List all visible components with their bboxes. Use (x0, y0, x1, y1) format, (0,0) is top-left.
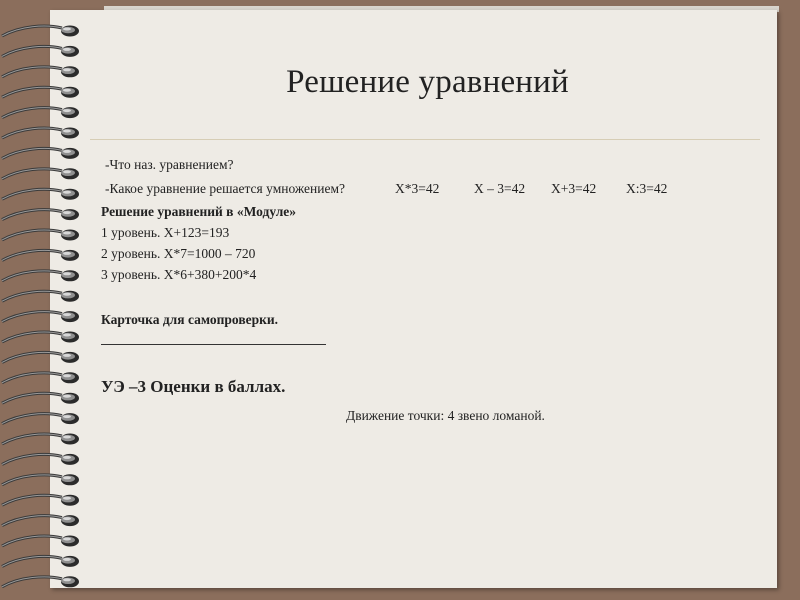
equation-3: Х+3=42 (551, 181, 597, 196)
equation-4: Х:3=42 (626, 181, 668, 196)
self-check-card: Карточка для самопроверки. (101, 312, 279, 327)
level-3: 3 уровень. Х*6+380+200*4 (101, 267, 257, 282)
movement-note: Движение точки: 4 звено ломаной. (346, 408, 545, 423)
grades-heading: УЭ –3 Оценки в баллах. (101, 377, 286, 396)
equation-2: Х – 3=42 (474, 181, 526, 196)
title-divider (90, 139, 760, 140)
page-title: Решение уравнений (286, 64, 569, 100)
answer-underline (101, 344, 326, 345)
module-heading: Решение уравнений в «Модуле» (101, 204, 297, 219)
question-definition: -Что наз. уравнением? (105, 157, 234, 172)
level-1: 1 уровень. Х+123=193 (101, 225, 230, 240)
level-2: 2 уровень. Х*7=1000 – 720 (101, 246, 256, 261)
equation-1: Х*3=42 (395, 181, 440, 196)
question-multiplication: -Какое уравнение решается умножением? (105, 181, 346, 196)
